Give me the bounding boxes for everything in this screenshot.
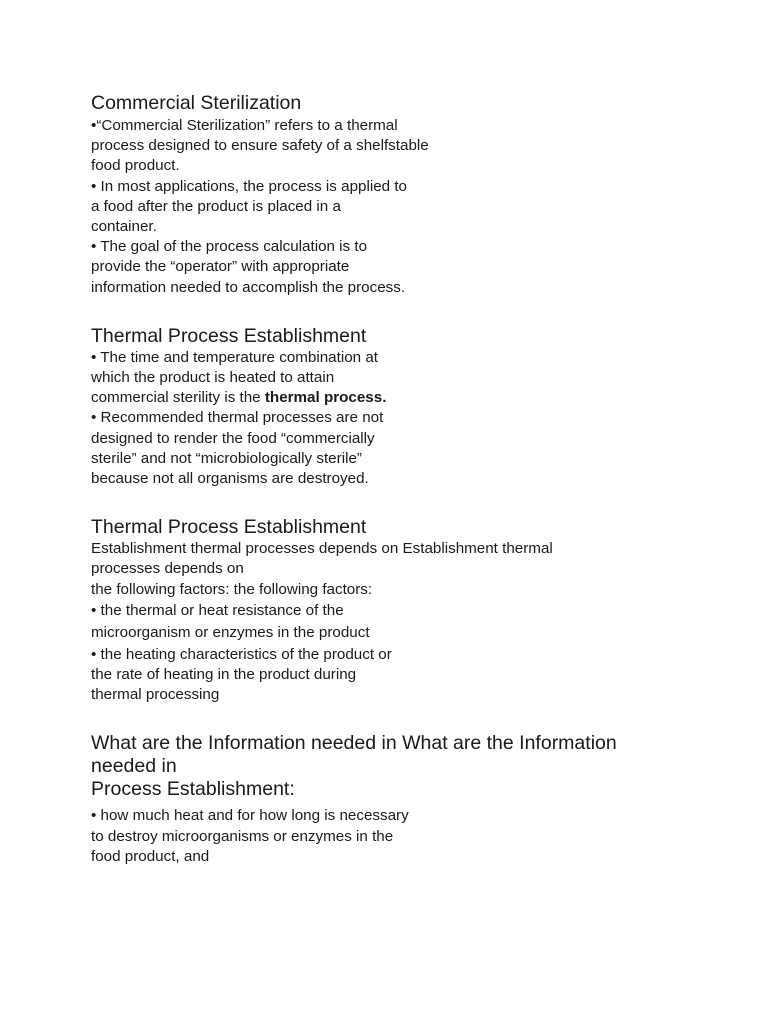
- body-line: a food after the product is placed in a: [91, 197, 341, 215]
- body-line: thermal processing: [91, 686, 220, 704]
- body-line-with-bold: [91, 388, 651, 408]
- section-heading: Thermal Process Establishment: [91, 324, 367, 347]
- document-page: [91, 92, 651, 867]
- section-heading: Commercial Sterilization: [91, 92, 302, 114]
- section-thermal-process-establishment-1: [91, 325, 651, 489]
- body-line: because not all organisms are destroyed.: [91, 470, 369, 488]
- body-line: • the heating characteristics of the product or: [91, 645, 392, 663]
- body-line: process designed to ensure safety of a shelfstable: [91, 137, 429, 155]
- section-heading-line: needed in: [91, 755, 177, 778]
- body-line: • how much heat and for how long is necessary: [91, 807, 409, 825]
- body-line: to destroy microorganisms or enzymes in the: [91, 827, 394, 845]
- body-line: Establishment thermal processes depends on Establishment thermal: [91, 540, 553, 558]
- body-line: sterile” and not “microbiologically sterile”: [91, 449, 362, 467]
- section-thermal-process-establishment-2: [91, 516, 651, 705]
- body-line: the rate of heating in the product during: [91, 665, 357, 683]
- body-line: provide the “operator” with appropriate: [91, 258, 350, 276]
- section-heading-line: Process Establishment:: [91, 778, 295, 801]
- body-line: which the product is heated to attain: [91, 369, 335, 387]
- body-line: microorganism or enzymes in the product: [91, 624, 370, 642]
- body-line: • The time and temperature combination at: [91, 348, 379, 366]
- body-line: the following factors: the following factors:: [91, 580, 373, 598]
- body-line: • the thermal or heat resistance of the: [91, 602, 344, 620]
- section-heading-line: What are the Information needed in What are the Information: [91, 732, 617, 755]
- body-text: commercial sterility is the: [91, 389, 265, 407]
- body-line: •“Commercial Sterilization” refers to a thermal: [91, 117, 398, 134]
- section-information-needed: [91, 732, 651, 867]
- section-commercial-sterilization: [91, 92, 651, 298]
- body-line: designed to render the food “commercially: [91, 429, 375, 447]
- body-line: processes depends on: [91, 560, 244, 578]
- body-line: • Recommended thermal processes are not: [91, 409, 384, 427]
- section-heading: Thermal Process Establishment: [91, 516, 367, 539]
- body-line: food product, and: [91, 847, 210, 865]
- body-line: information needed to accomplish the process.: [91, 278, 406, 296]
- body-line: • The goal of the process calculation is to: [91, 238, 368, 256]
- body-line: food product.: [91, 157, 180, 175]
- body-line: container.: [91, 218, 157, 236]
- body-line: • In most applications, the process is applied to: [91, 177, 407, 195]
- bold-term: thermal process.: [264, 389, 387, 407]
